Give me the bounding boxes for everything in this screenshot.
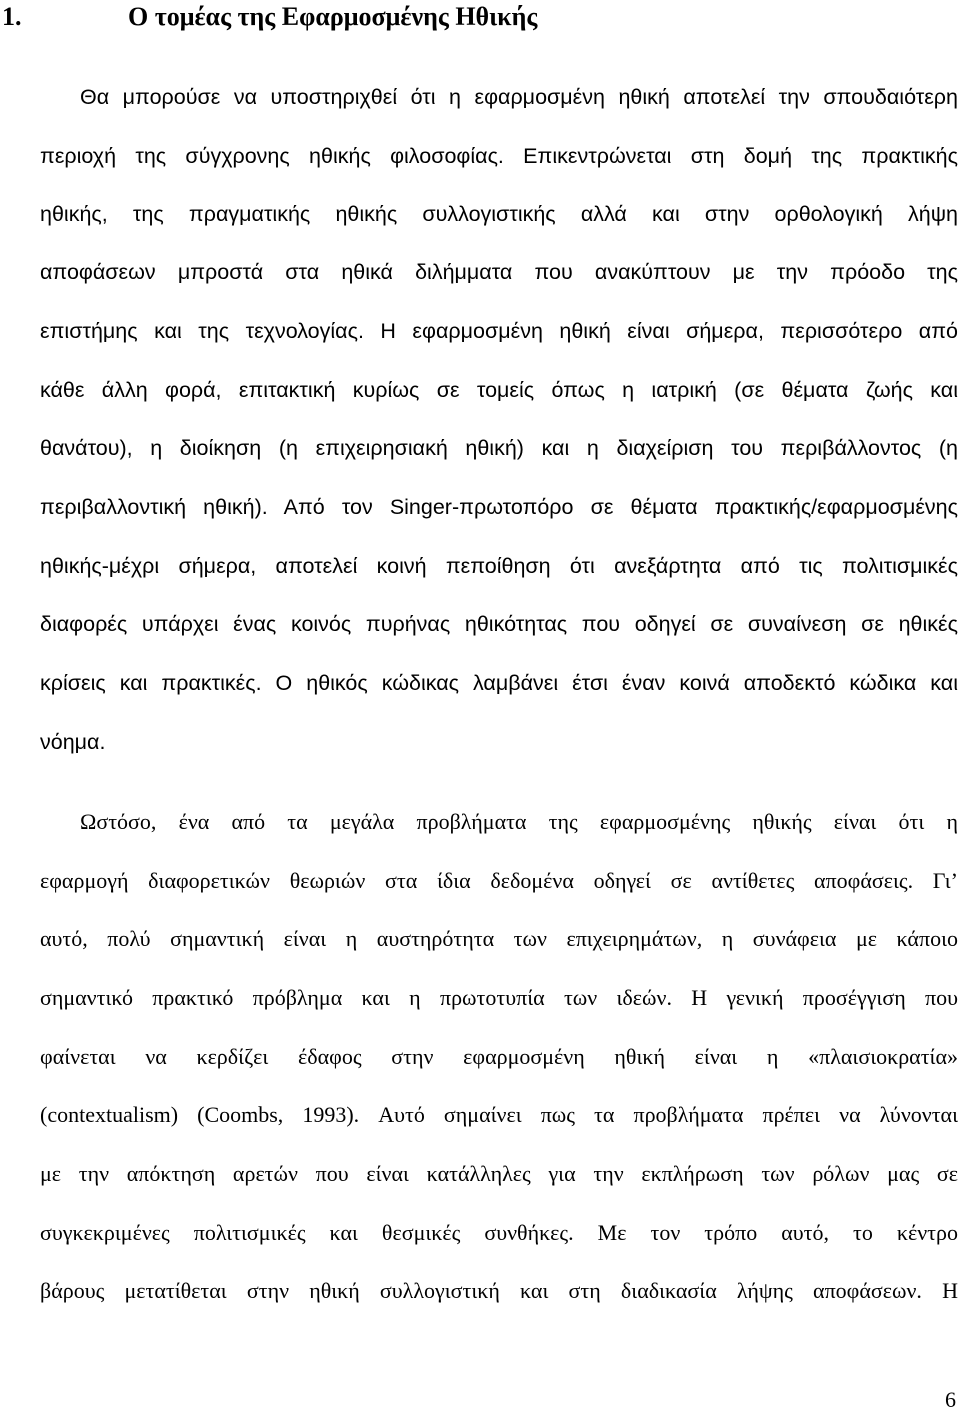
paragraph-1-line: περιβαλλοντική ηθική). Από τον Singer-πρωτοπόρο σε θέματα πρακτικής/εφαρμοσμένης (40, 495, 958, 519)
paragraph-1-line: νόημα. (40, 730, 106, 754)
section-number: 1. (2, 2, 22, 31)
paragraph-2-line: Ωστόσο, ένα από τα μεγάλα προβλήματα της εφαρμοσμένης ηθικής είναι ότι η (80, 809, 958, 834)
paragraph-1-line: επιστήμης και της τεχνολογίας. Η εφαρμοσμένη ηθική είναι σήμερα, περισσότερο από (40, 319, 958, 343)
paragraph-1-line: περιοχή της σύγχρονης ηθικής φιλοσοφίας. Επικεντρώνεται στη δομή της πρακτικής (40, 144, 958, 168)
paragraph-1-line: κρίσεις και πρακτικές. Ο ηθικός κώδικας λαμβάνει έτσι έναν κοινά αποδεκτό κώδικα και (40, 671, 958, 695)
paragraph-2-line: συγκεκριμένες πολιτισμικές και θεσμικές συνθήκες. Με τον τρόπο αυτό, το κέντρο (40, 1220, 958, 1245)
paragraph-1-line: θανάτου), η διοίκηση (η επιχειρησιακή ηθική) και η διαχείριση του περιβάλλοντος (η (40, 436, 958, 460)
paragraph-1-line: αποφάσεων μπροστά στα ηθικά διλήμματα που ανακύπτουν με την πρόοδο της (40, 260, 958, 284)
paragraph-1-line: Θα μπορούσε να υποστηριχθεί ότι η εφαρμοσμένη ηθική αποτελεί την σπουδαιότερη (80, 85, 958, 109)
paragraph-2-line: εφαρμογή διαφορετικών θεωριών στα ίδια δεδομένα οδηγεί σε αντίθετες αποφάσεις. Γι’ (40, 868, 958, 893)
paragraph-2-line: (contextualism) (Coombs, 1993). Αυτό σημαίνει πως τα προβλήματα πρέπει να λύνονται (40, 1102, 958, 1127)
page-number: 6 (945, 1387, 956, 1412)
paragraph-1-line: κάθε άλλη φορά, επιτακτική κυρίως σε τομείς όπως η ιατρική (σε θέματα ζωής και (40, 378, 958, 402)
paragraph-2-line: αυτό, πολύ σημαντική είναι η αυστηρότητα των επιχειρημάτων, η συνάφεια με κάποιο (40, 926, 958, 951)
document-body (40, 0, 960, 1422)
paragraph-2-line: με την απόκτηση αρετών που είναι κατάλληλες για την εκπλήρωση των ρόλων μας σε (40, 1161, 958, 1186)
paragraph-1-line: διαφορές υπάρχει ένας κοινός πυρήνας ηθικότητας που οδηγεί σε συναίνεση σε ηθικές (40, 612, 958, 636)
paragraph-2-line: φαίνεται να κερδίζει έδαφος στην εφαρμοσμένη ηθική είναι η «πλαισιοκρατία» (40, 1044, 958, 1069)
section-title: Ο τομέας της Εφαρμοσμένης Ηθικής (128, 2, 538, 31)
paragraph-2-line: σημαντικό πρακτικό πρόβλημα και η πρωτοτυπία των ιδεών. Η γενική προσέγγιση που (40, 985, 958, 1010)
paragraph-1-line: ηθικής, της πραγματικής ηθικής συλλογιστικής αλλά και στην ορθολογική λήψη (40, 202, 958, 226)
paragraph-2-line: βάρους μετατίθεται στην ηθική συλλογιστική και στη διαδικασία λήψης αποφάσεων. Η (40, 1278, 958, 1303)
paragraph-1-line: ηθικής-μέχρι σήμερα, αποτελεί κοινή πεποίθηση ότι ανεξάρτητα από τις πολιτισμικές (40, 554, 958, 578)
